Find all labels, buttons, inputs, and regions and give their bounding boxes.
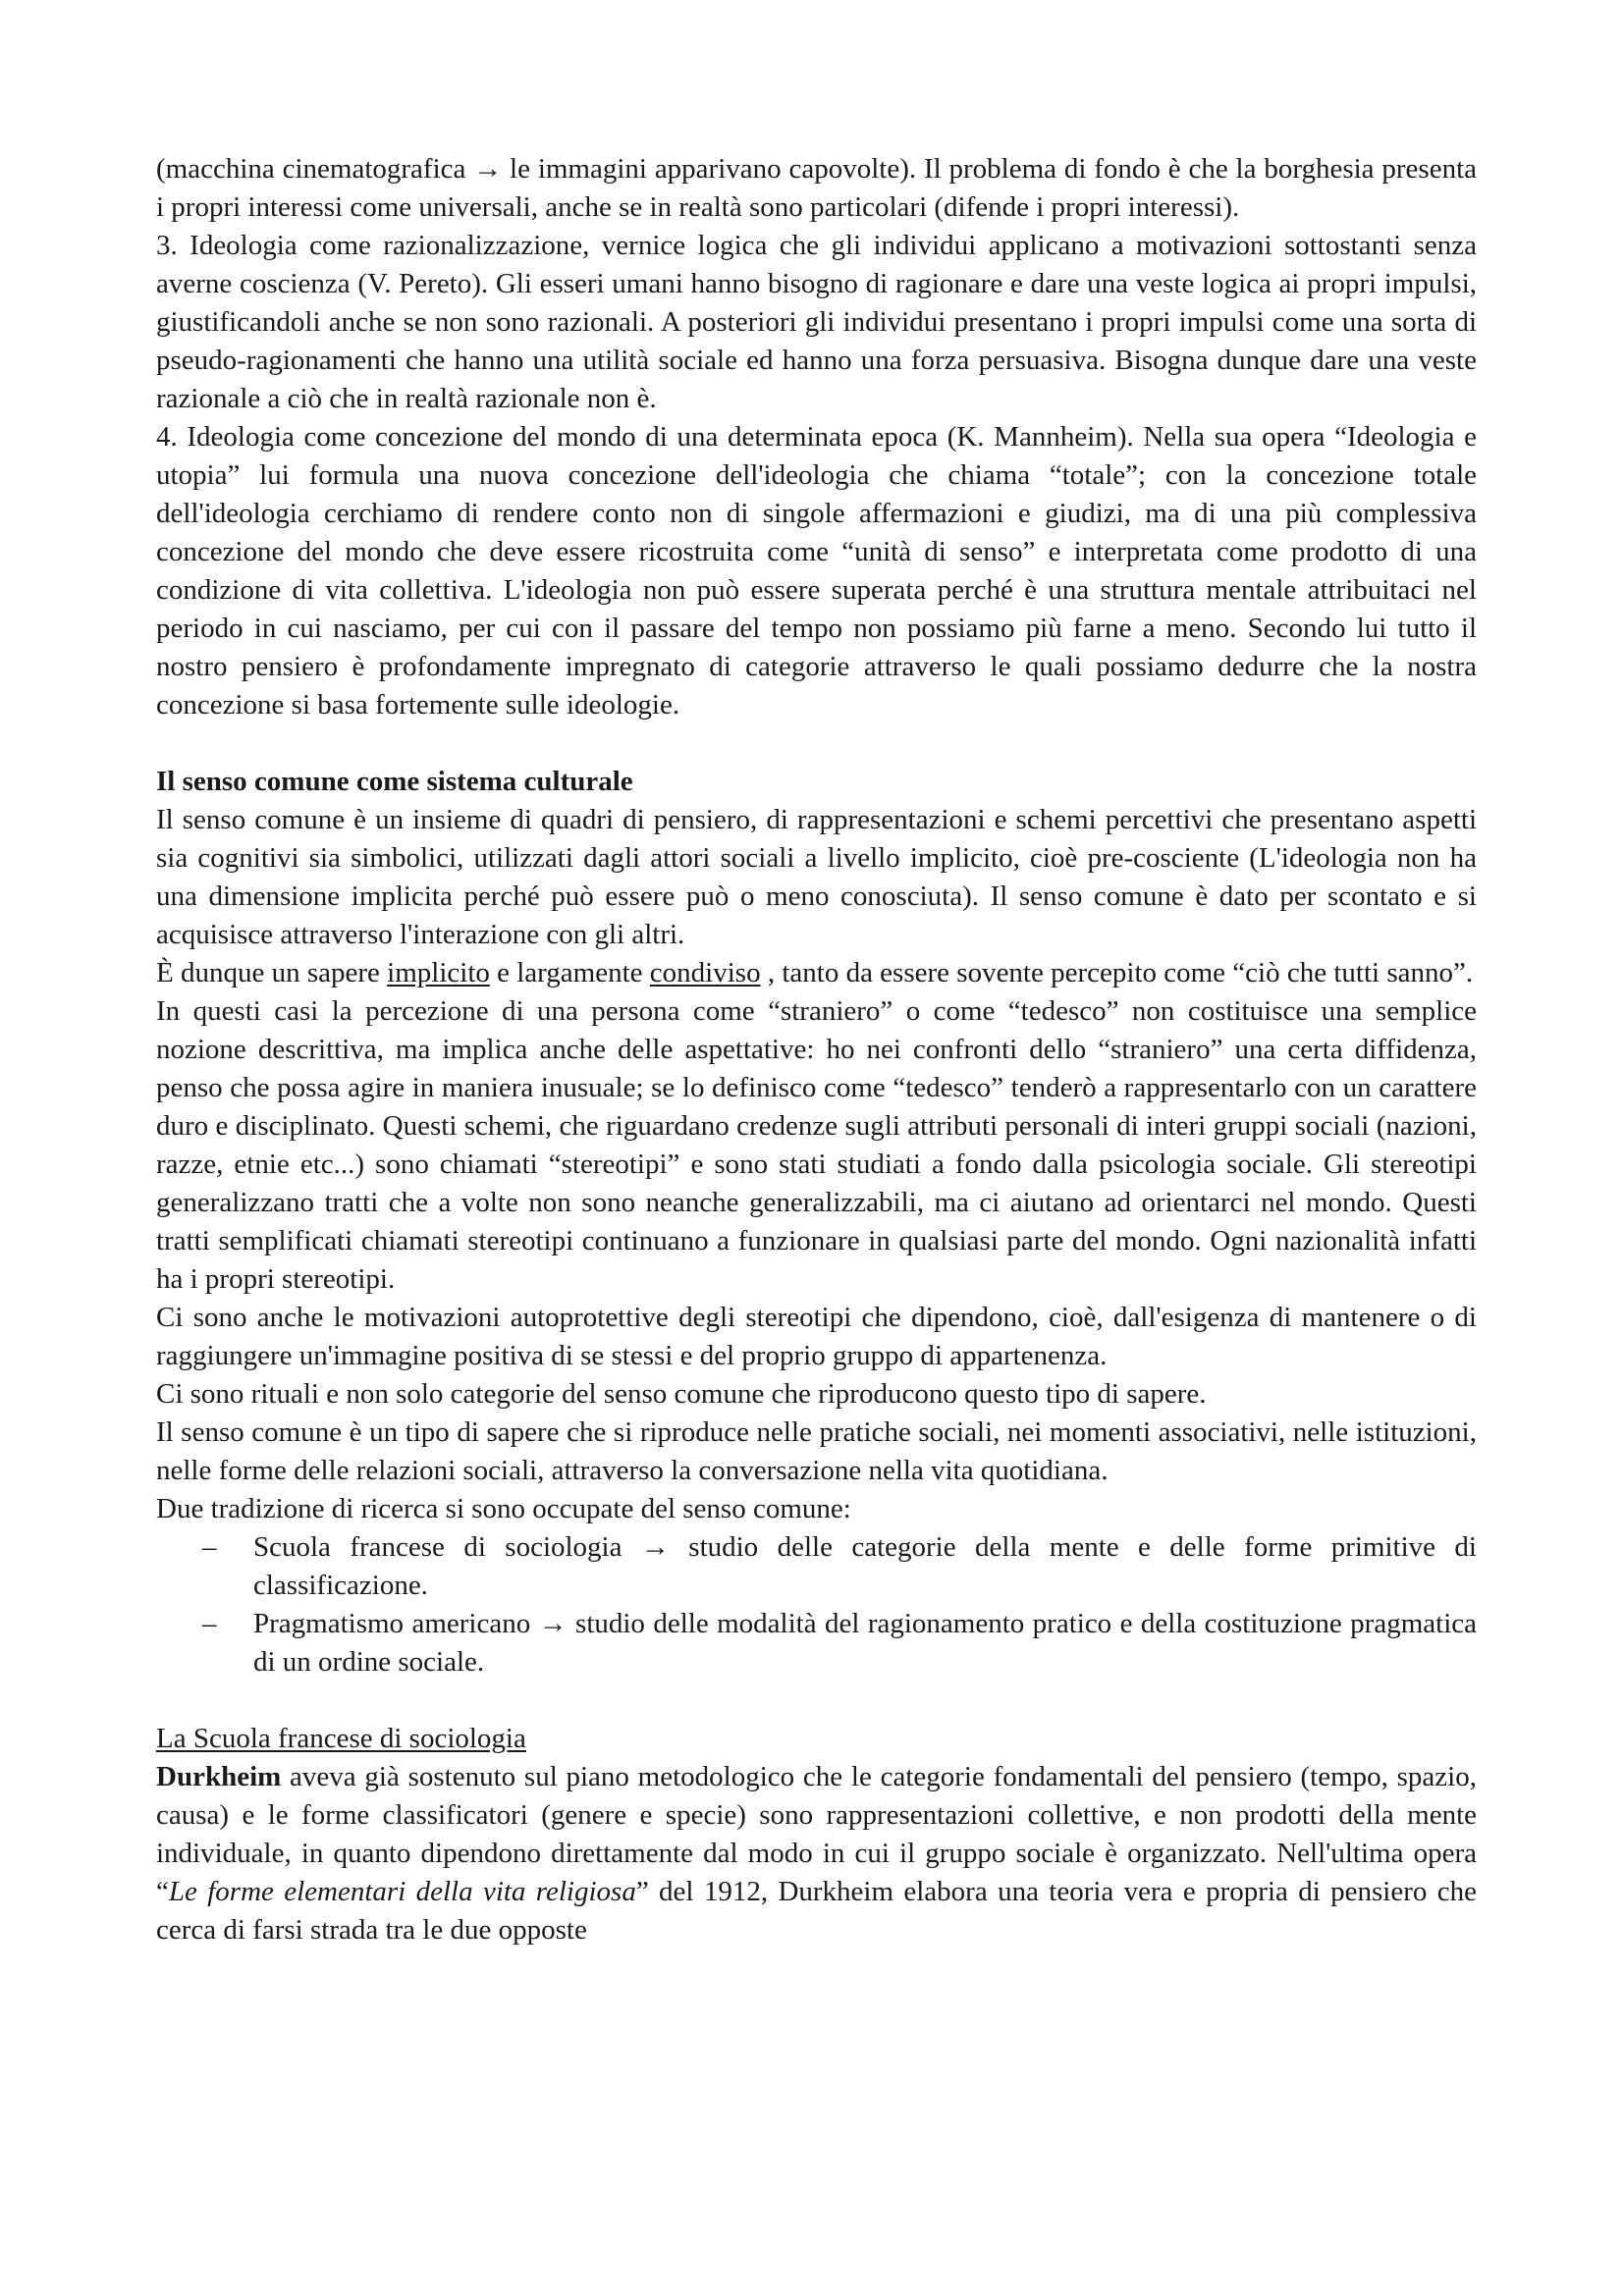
list-item: – Pragmatismo americano → studio delle modalità del ragionamento pratico e della costituzione pragmatica di un ordine sociale.	[253, 1605, 1477, 1682]
underlined-term-implicito: implicito	[387, 957, 490, 988]
paragraph-stereotipi: In questi casi la percezione di una persona come “straniero” o come “tedesco” non costituisce una semplice nozione descrittiva, ma implica anche delle aspettative: ho nei confronti dello “straniero” una certa diffidenza, penso che possa agire in maniera inusuale; se lo definisco come “tedesco” tenderò a rappresentarlo con un carattere duro e disciplinato. Questi schemi, che riguardano credenze sugli attributi personali di interi gruppi sociali (nazioni, razze, etnie etc...) sono chiamati “stereotipi” e sono stati studiati a fondo dalla psicologia sociale. Gli stereotipi generalizzano tratti che a volte non sono neanche generalizzabili, ma ci aiutano ad orientarci nel mondo. Questi tratti semplificati chiamati stereotipi continuano a funzionare in qualsiasi parte del mondo. Ogni nazionalità infatti ha i propri stereotipi.	[156, 995, 1477, 1295]
blank-line	[156, 724, 1477, 763]
text-run: aveva già sostenuto sul piano metodologico che le categorie fondamentali del pensiero (tempo, spazio, causa) e le forme classificatori (genere e specie) sono rappresentazioni collettive, e non prodotti della mente individuale, in quanto dipendono direttamente dal modo in cui il gruppo sociale è organizzato. Nell'ultima opera “	[156, 1761, 1477, 1907]
blank-line	[156, 1682, 1477, 1720]
bold-name-durkheim: Durkheim	[156, 1761, 282, 1792]
underlined-term-condiviso: condiviso	[649, 957, 761, 988]
text-run: e largamente	[489, 957, 650, 988]
text-run: ” del 1912, Durkheim elabora una teoria vera e propria di pensiero che cerca di farsi strada tra le due opposte	[156, 1876, 1477, 1946]
section-heading-senso-comune: Il senso comune come sistema culturale	[156, 766, 633, 797]
paragraph-sapere-implicito	[156, 954, 1477, 992]
italic-book-title: Le forme elementari della vita religiosa	[168, 1876, 636, 1907]
paragraph-ideology-mannheim: 4. Ideologia come concezione del mondo di una determinata epoca (K. Mannheim). Nella sua opera “Ideologia e utopia” lui formula una nuova concezione dell'ideologia che chiama “totale”; con la concezione totale dell'ideologia cerchiamo di rendere conto non di singole affermazioni e giudizi, ma di una più complessiva concezione del mondo che deve essere ricostruita come “unità di senso” e interpretata come prodotto di una condizione di vita collettiva. L'ideologia non può essere superata perché è una struttura mentale attribuitaci nel periodo in cui nasciamo, per cui con il passare del tempo non possiamo più farne a meno. Secondo lui tutto il nostro pensiero è profondamente impregnato di categorie attraverso le quali possiamo dedurre che la nostra concezione si basa fortemente sulle ideologie.	[156, 421, 1477, 721]
paragraph-ideology-rationalization: 3. Ideologia come razionalizzazione, vernice logica che gli individui applicano a motivazioni sottostanti senza averne coscienza (V. Pereto). Gli esseri umani hanno bisogno di ragionare e dare una veste logica ai propri impulsi, giustificandoli anche se non sono razionali. A posteriori gli individui presentano i propri impulsi come una sorta di pseudo-ragionamenti che hanno una utilità sociale ed hanno una forza persuasiva. Bisogna dunque dare una veste razionale a ciò che in realtà razionale non è.	[156, 230, 1477, 414]
paragraph-motivazioni-autoprotettive: Ci sono anche le motivazioni autoprotettive degli stereotipi che dipendono, cioè, dall'esigenza di mantenere o di raggiungere un'immagine positiva di se stessi e del proprio gruppo di appartenenza.	[156, 1302, 1477, 1371]
paragraph-due-tradizioni: Due tradizione di ricerca si sono occupate del senso comune:	[156, 1493, 851, 1524]
section-heading-scuola-francese: La Scuola francese di sociologia	[156, 1723, 526, 1754]
paragraph-senso-comune-definition: Il senso comune è un insieme di quadri di pensiero, di rappresentazioni e schemi percettivi che presentano aspetti sia cognitivi sia simbolici, utilizzati dagli attori sociali a livello implicito, cioè pre-cosciente (L'ideologia non ha una dimensione implicita perché può essere può o meno conosciuta). Il senso comune è dato per scontato e si acquisisce attraverso l'interazione con gli altri.	[156, 804, 1477, 950]
list-item: – Scuola francese di sociologia → studio delle categorie della mente e delle forme primitive di classificazione.	[253, 1528, 1477, 1605]
paragraph-rituali: Ci sono rituali e non solo categorie del senso comune che riproducono questo tipo di sapere.	[156, 1378, 1207, 1410]
document-page	[156, 150, 1477, 1949]
paragraph-pratiche-sociali: Il senso comune è un tipo di sapere che si riproduce nelle pratiche sociali, nei momenti associativi, nelle istituzioni, nelle forme delle relazioni sociali, attraverso la conversazione nella vita quotidiana.	[156, 1416, 1477, 1486]
text-run: È dunque un sapere	[156, 957, 388, 988]
traditions-list	[156, 1528, 1477, 1682]
text-run: , tanto da essere sovente percepito come “ciò che tutti sanno”.	[760, 957, 1474, 988]
paragraph-marx-continuation: (macchina cinematografica → le immagini apparivano capovolte). Il problema di fondo è che la borghesia presenta i propri interessi come universali, anche se in realtà sono particolari (difende i propri interessi).	[156, 153, 1477, 223]
paragraph-durkheim	[156, 1758, 1477, 1949]
